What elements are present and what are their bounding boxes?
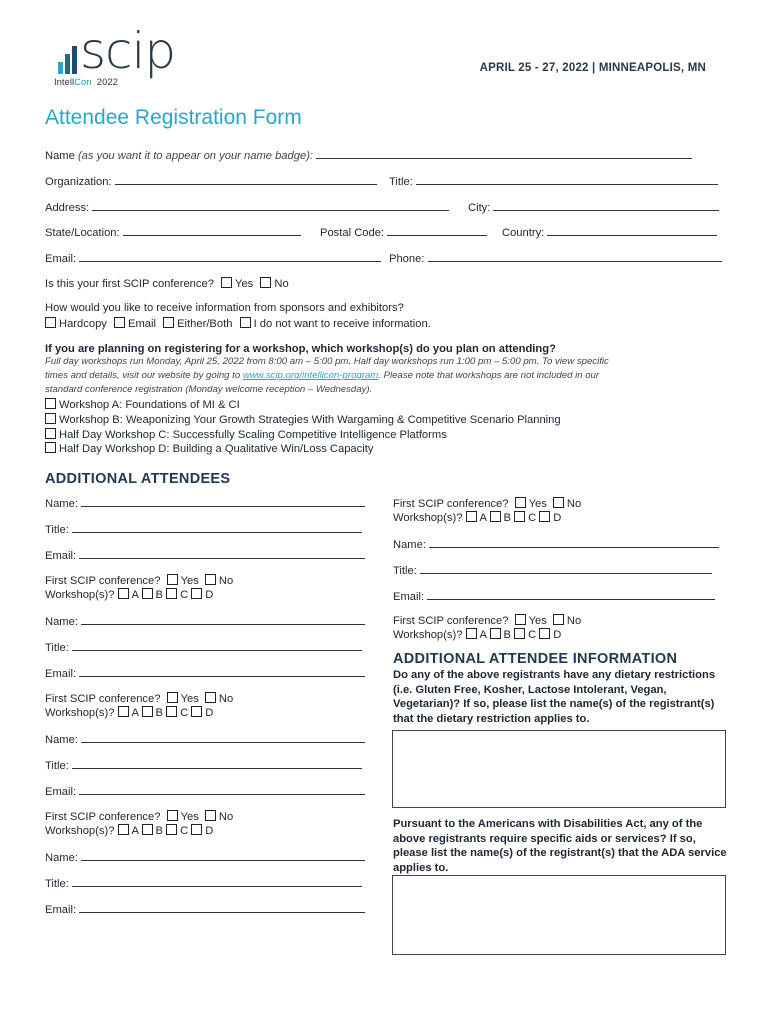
workshop-option: Half Day Workshop C: Successfully Scaling Competitive Intelligence Platforms <box>45 428 447 441</box>
workshop-c-checkbox[interactable] <box>166 824 177 835</box>
workshop-a-checkbox[interactable] <box>118 588 129 599</box>
postal-row: Postal Code: <box>320 225 487 239</box>
workshop-d-checkbox[interactable] <box>45 442 56 453</box>
dietary-question: Do any of the above registrants have any dietary restrictions (i.e. Gluten Free, Kosher, Lactose Intolerant, Vegan, Vegetarian)? If so, please list the name(s) of the registrant(s) that the dietary restriction applies to. <box>393 669 716 725</box>
workshop-question: If you are planning on registering for a workshop, which workshop(s) do you plan on attending? <box>45 343 556 355</box>
yes-checkbox[interactable] <box>515 614 526 625</box>
logo-subtitle: IntellCon 2022 <box>54 77 118 88</box>
organization-input-line[interactable] <box>115 174 377 185</box>
organization-row: Organization: <box>45 174 377 188</box>
state-input-line[interactable] <box>123 225 301 236</box>
attendee-name: Name: <box>45 850 365 864</box>
attendee-title: Title: <box>45 522 362 536</box>
attendee-first-conference: First SCIP conference? Yes No <box>393 615 582 627</box>
attendee-workshops: Workshop(s)? A B C D <box>45 707 214 719</box>
workshop-option: Workshop B: Weaponizing Your Growth Strategies With Wargaming & Competitive Scenario Planning <box>45 413 561 426</box>
workshop-a-checkbox[interactable] <box>118 706 129 717</box>
form-title: Attendee Registration Form <box>45 106 302 129</box>
title-input-line[interactable] <box>416 174 718 185</box>
attendee-name: Name: <box>45 614 365 628</box>
attendee-workshops: Workshop(s)? A B C D <box>393 629 562 641</box>
attendee-name-input-line[interactable] <box>429 537 719 548</box>
workshop-d-checkbox[interactable] <box>191 824 202 835</box>
attendee-title-input-line[interactable] <box>72 758 362 769</box>
attendee-title-input-line[interactable] <box>72 640 362 651</box>
name-row: Name (as you want it to appear on your name badge): <box>45 148 692 162</box>
dietary-textarea[interactable] <box>392 730 726 808</box>
yes-checkbox[interactable] <box>221 277 232 288</box>
event-dateline: APRIL 25 - 27, 2022 | MINNEAPOLIS, MN <box>479 62 706 74</box>
country-input-line[interactable] <box>547 225 717 236</box>
attendee-first-conference: First SCIP conference? Yes No <box>45 575 234 587</box>
first-conference-row: Is this your first SCIP conference? Yes No <box>45 278 289 290</box>
workshop-c-checkbox[interactable] <box>166 588 177 599</box>
attendee-email-input-line[interactable] <box>79 902 365 913</box>
workshop-a-checkbox[interactable] <box>118 824 129 835</box>
email-checkbox[interactable] <box>114 317 125 328</box>
attendee-workshops: Workshop(s)? A B C D <box>393 512 562 524</box>
no-checkbox[interactable] <box>553 614 564 625</box>
hardcopy-checkbox[interactable] <box>45 317 56 328</box>
address-input-line[interactable] <box>92 200 449 211</box>
workshop-c-checkbox[interactable] <box>166 706 177 717</box>
attendee-name-input-line[interactable] <box>81 850 365 861</box>
yes-checkbox[interactable] <box>515 497 526 508</box>
additional-attendees-heading: ADDITIONAL ATTENDEES <box>45 471 231 487</box>
attendee-workshops: Workshop(s)? A B C D <box>45 589 214 601</box>
phone-input-line[interactable] <box>428 251 722 262</box>
sponsor-question: How would you like to receive information from sponsors and exhibitors? <box>45 302 404 314</box>
no-checkbox[interactable] <box>553 497 564 508</box>
yes-checkbox[interactable] <box>167 810 178 821</box>
additional-info-heading: ADDITIONAL ATTENDEE INFORMATION <box>393 651 678 667</box>
workshop-b-checkbox[interactable] <box>142 824 153 835</box>
sponsor-options: Hardcopy Email Either/Both I do not want to receive information. <box>45 317 431 330</box>
logo-bar <box>65 54 70 74</box>
attendee-first-conference: First SCIP conference? Yes No <box>45 811 234 823</box>
attendee-email: Email: <box>45 666 365 680</box>
yes-checkbox[interactable] <box>167 692 178 703</box>
postal-input-line[interactable] <box>387 225 487 236</box>
logo-bar <box>58 62 63 74</box>
attendee-name: Name: <box>45 496 365 510</box>
attendee-name: Name: <box>393 537 719 551</box>
workshop-d-checkbox[interactable] <box>539 511 550 522</box>
attendee-name-input-line[interactable] <box>81 732 365 743</box>
no-info-checkbox[interactable] <box>240 317 251 328</box>
workshop-c-checkbox[interactable] <box>45 428 56 439</box>
ada-textarea[interactable] <box>392 875 726 955</box>
attendee-first-conference: First SCIP conference? Yes No <box>393 498 582 510</box>
attendee-name-input-line[interactable] <box>81 496 365 507</box>
attendee-email: Email: <box>45 548 365 562</box>
country-row: Country: <box>502 225 717 239</box>
workshop-option: Workshop A: Foundations of MI & CI <box>45 398 240 411</box>
attendee-name-input-line[interactable] <box>81 614 365 625</box>
email-row: Email: <box>45 251 381 265</box>
city-input-line[interactable] <box>493 200 719 211</box>
attendee-email: Email: <box>393 589 715 603</box>
attendee-name: Name: <box>45 732 365 746</box>
workshop-c-checkbox[interactable] <box>514 628 525 639</box>
name-input-line[interactable] <box>316 148 692 159</box>
logo-bar <box>72 46 77 74</box>
logo-wordmark: scip <box>80 22 176 80</box>
workshop-note: Full day workshops run Monday, April 25, 2022 from 8:00 am – 5:00 pm. Half day workshops run 1:00 pm – 5:00 pm. To view specific times and details, visit our website by going to www.scip.org/intellicon-program. Please note that workshops are not included in our standard conference registration (Monday welcome reception – Wednesday). <box>45 356 609 395</box>
no-checkbox[interactable] <box>205 574 216 585</box>
attendee-title: Title: <box>45 758 362 772</box>
yes-checkbox[interactable] <box>167 574 178 585</box>
attendee-email: Email: <box>45 784 365 798</box>
title-row: Title: <box>389 174 718 188</box>
workshop-d-checkbox[interactable] <box>539 628 550 639</box>
workshop-b-checkbox[interactable] <box>490 511 501 522</box>
scip-logo <box>52 22 176 92</box>
email-input-line[interactable] <box>79 251 381 262</box>
attendee-workshops: Workshop(s)? A B C D <box>45 825 214 837</box>
city-row: City: <box>468 200 719 214</box>
attendee-title-input-line[interactable] <box>420 563 712 574</box>
attendee-email-input-line[interactable] <box>427 589 715 600</box>
attendee-title: Title: <box>45 640 362 654</box>
workshop-b-checkbox[interactable] <box>142 706 153 717</box>
no-checkbox[interactable] <box>205 692 216 703</box>
attendee-title-input-line[interactable] <box>72 522 362 533</box>
attendee-title: Title: <box>45 876 362 890</box>
ada-question: Pursuant to the Americans with Disabilities Act, any of the above registrants require specific aids or services? If so, please list the name(s) of the registrant(s) that the ADA service applies to. <box>393 818 727 874</box>
either-both-checkbox[interactable] <box>163 317 174 328</box>
workshop-option: Half Day Workshop D: Building a Qualitative Win/Loss Capacity <box>45 442 373 455</box>
workshop-d-checkbox[interactable] <box>191 588 202 599</box>
workshop-b-checkbox[interactable] <box>142 588 153 599</box>
workshop-b-checkbox[interactable] <box>45 413 56 424</box>
workshop-b-checkbox[interactable] <box>490 628 501 639</box>
workshop-d-checkbox[interactable] <box>191 706 202 717</box>
workshop-c-checkbox[interactable] <box>514 511 525 522</box>
program-link[interactable]: www.scip.org/intellicon-program <box>242 370 379 381</box>
workshop-a-checkbox[interactable] <box>45 398 56 409</box>
attendee-email: Email: <box>45 902 365 916</box>
attendee-first-conference: First SCIP conference? Yes No <box>45 693 234 705</box>
phone-row: Phone: <box>389 251 722 265</box>
attendee-title-input-line[interactable] <box>72 876 362 887</box>
state-row: State/Location: <box>45 225 301 239</box>
attendee-email-input-line[interactable] <box>79 784 365 795</box>
attendee-email-input-line[interactable] <box>79 666 365 677</box>
address-row: Address: <box>45 200 449 214</box>
attendee-title: Title: <box>393 563 712 577</box>
workshop-a-checkbox[interactable] <box>466 511 477 522</box>
workshop-a-checkbox[interactable] <box>466 628 477 639</box>
no-checkbox[interactable] <box>260 277 271 288</box>
attendee-email-input-line[interactable] <box>79 548 365 559</box>
no-checkbox[interactable] <box>205 810 216 821</box>
